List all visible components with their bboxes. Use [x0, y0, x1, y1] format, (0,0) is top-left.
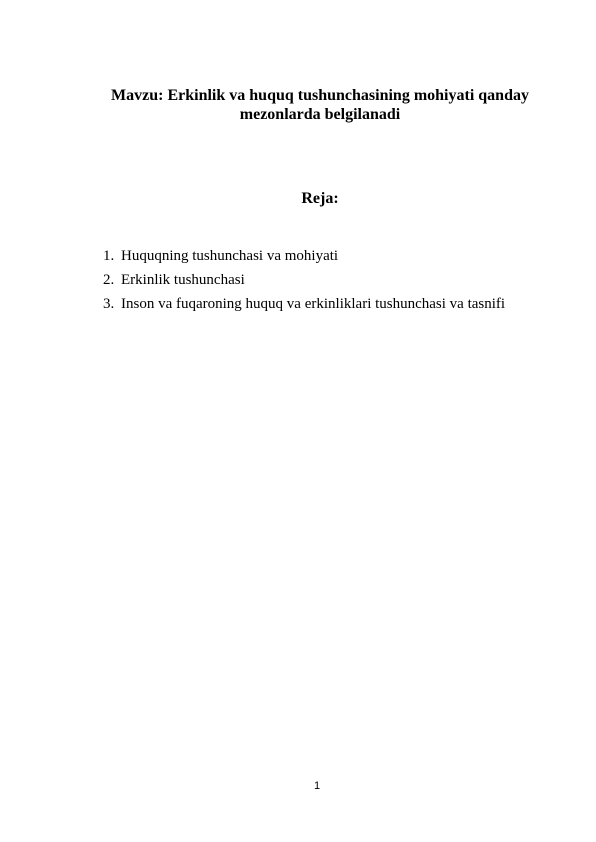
title-line-1: Mavzu: Erkinlik va huquq tushunchasining mohiyati qanday: [111, 87, 529, 104]
plan-list: [103, 244, 505, 316]
title-line-2: mezonlarda belgilanadi: [239, 106, 401, 123]
plan-item-text: Inson va fuqaroning huquq va erkinliklari tushunchasi va tasnifi: [121, 296, 506, 312]
plan-item: [103, 292, 505, 316]
plan-item-text: Erkinlik tushunchasi: [121, 272, 245, 288]
page-number: 1: [313, 780, 321, 792]
plan-item-number: 3.: [103, 296, 115, 312]
plan-item-number: 1.: [103, 248, 115, 264]
document-title: [100, 86, 540, 124]
plan-item-text: Huquqning tushunchasi va mohiyati: [121, 248, 339, 264]
plan-item-number: 2.: [103, 272, 115, 288]
plan-item: [103, 244, 505, 268]
plan-item: [103, 268, 505, 292]
plan-heading: Reja:: [301, 190, 339, 207]
